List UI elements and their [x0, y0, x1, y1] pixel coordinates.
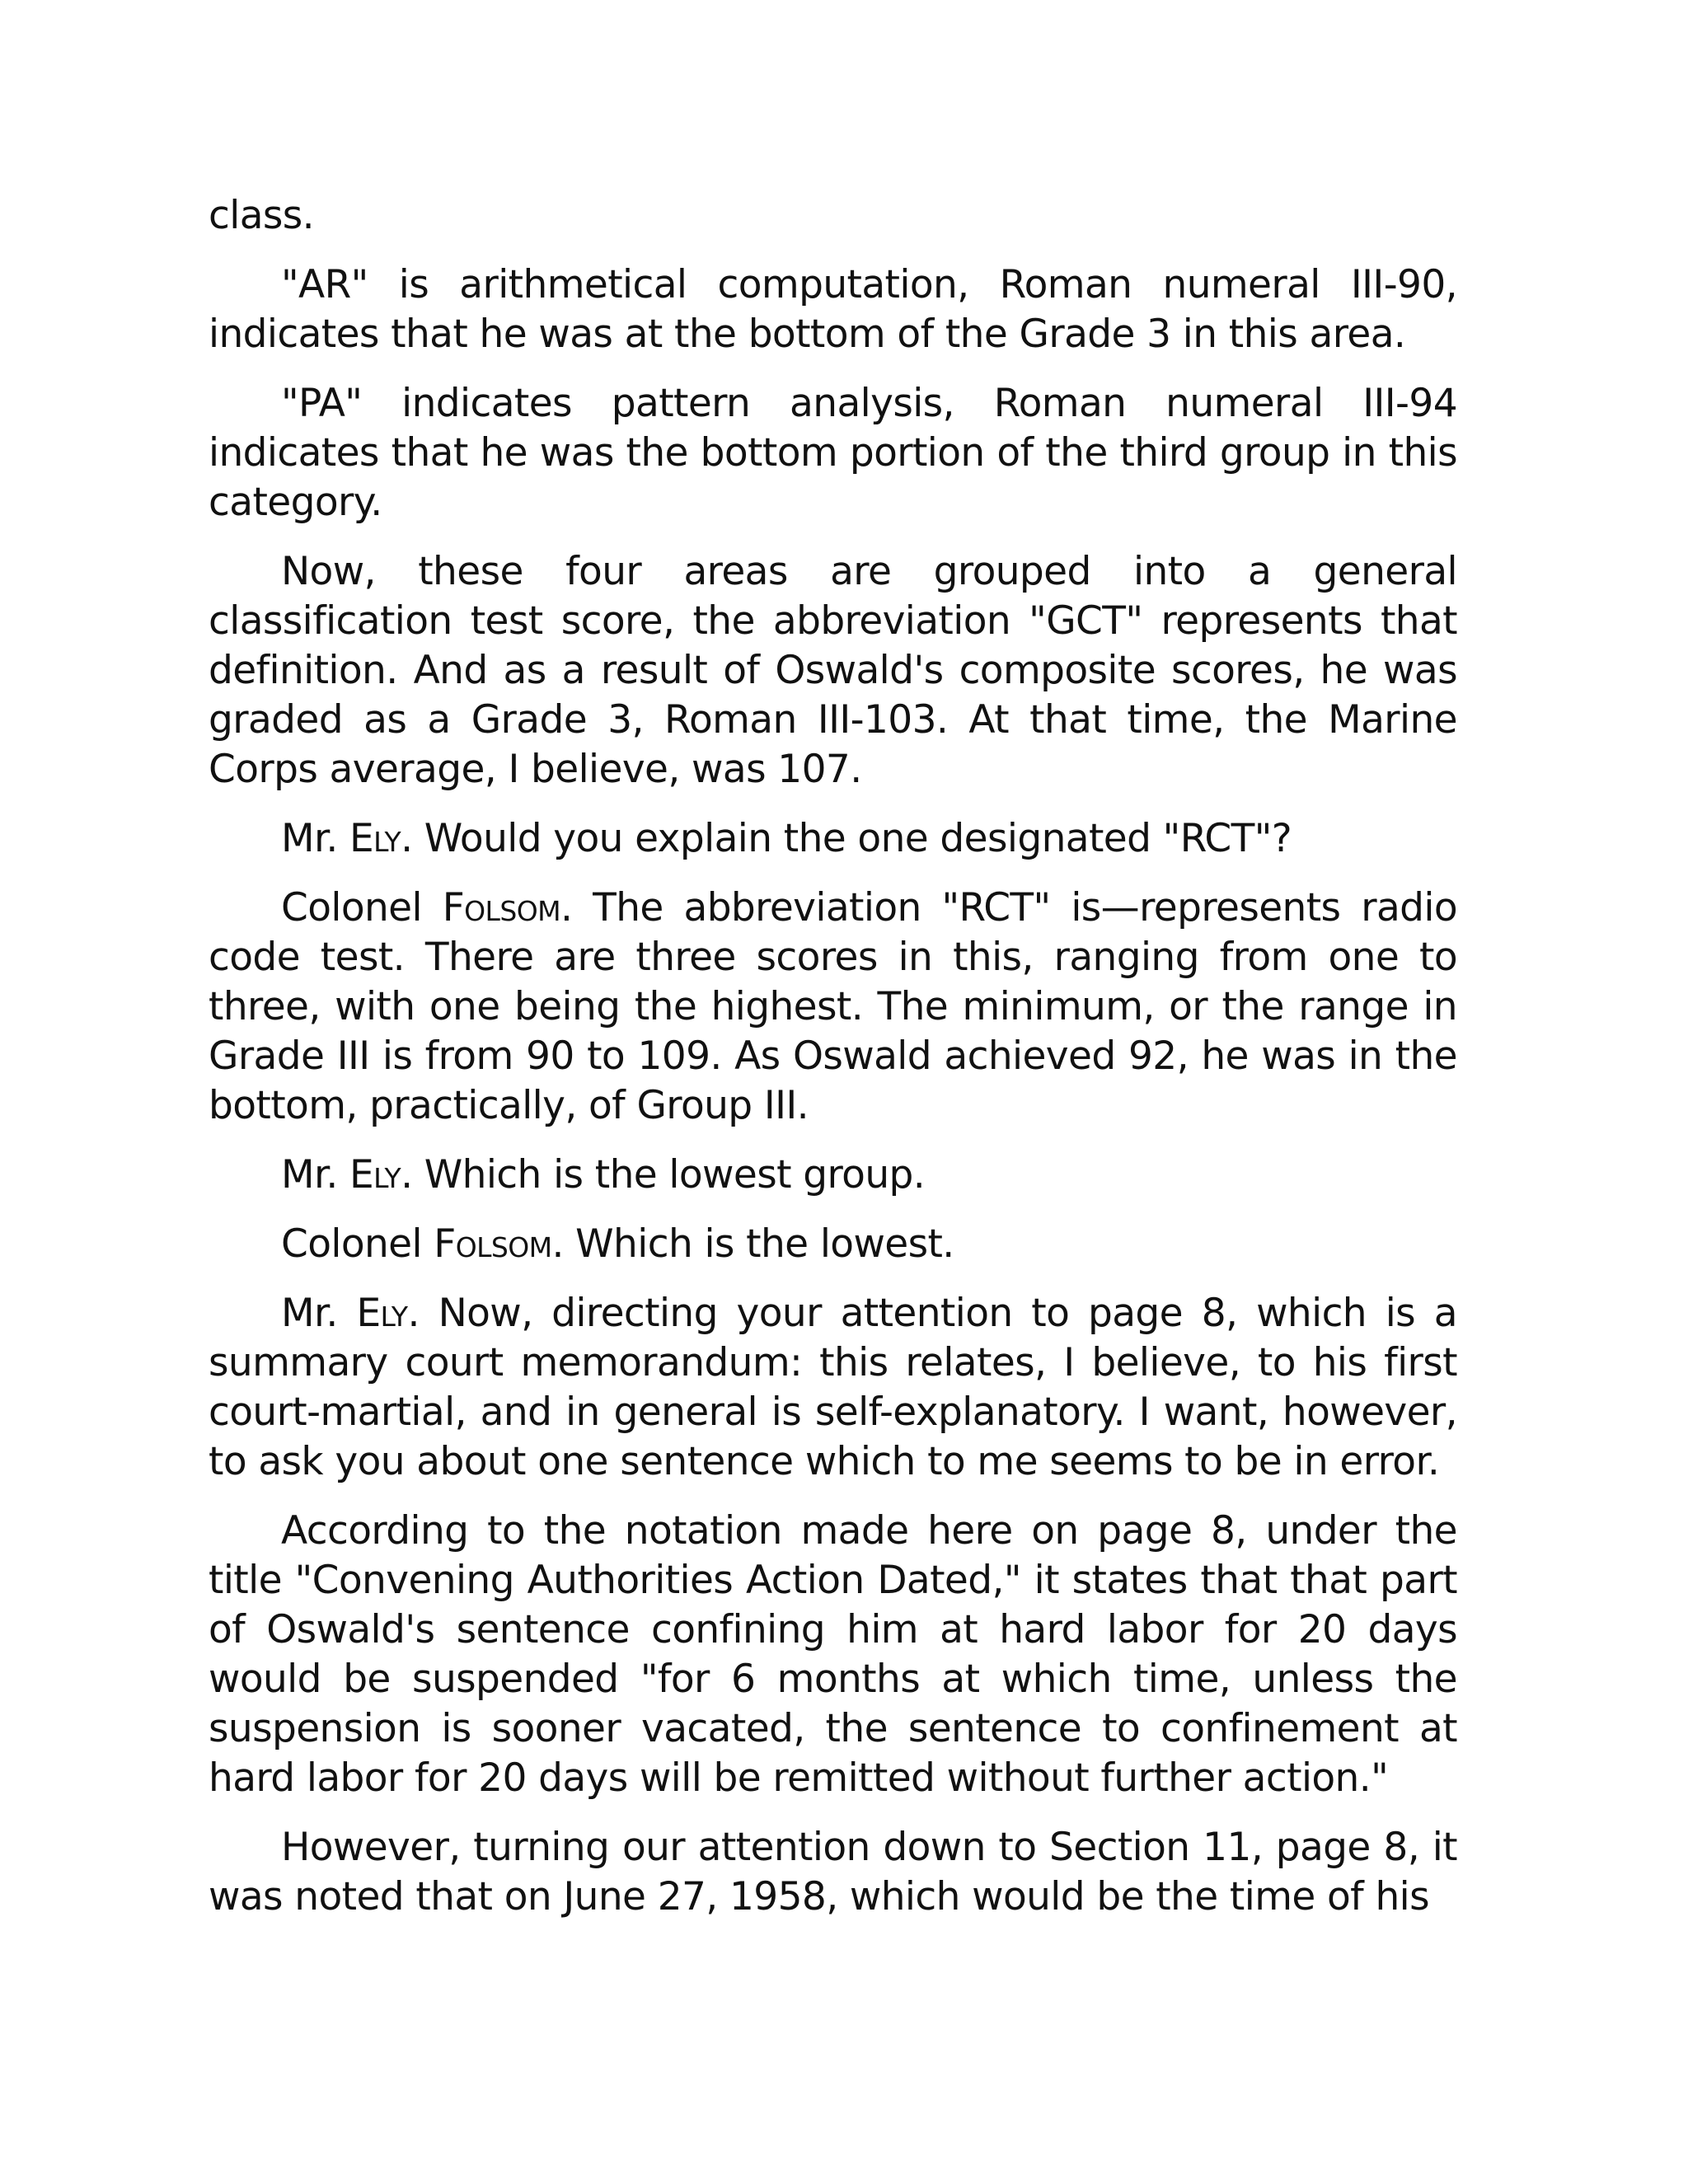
testimony-text: . Which is the lowest group.	[401, 1152, 926, 1197]
testimony-ely-page-8	[209, 1289, 1457, 1487]
speaker-name: Folsom	[434, 1221, 552, 1267]
document-page	[209, 191, 1457, 1942]
speaker-name: Ely	[349, 1152, 401, 1197]
speaker-title: Colonel	[281, 885, 422, 930]
testimony-ely-rct-question	[209, 814, 1457, 864]
speaker-name: Ely	[349, 816, 401, 861]
paragraph-text: "PA" indicates pattern analysis, Roman numeral III-94 indicates that he was the bottom portion of the third group in this category.	[209, 381, 1457, 525]
paragraph-ar-score	[209, 260, 1457, 359]
paragraph-text: According to the notation made here on page 8, under the title "Convening Authorities Action Dated," it states that that part of Oswald's sentence confining him at hard labor for 20 days would be suspended "for 6 months at which time, unless the suspension is sooner vacated, the sentence to confinement at hard labor for 20 days will be remitted without further action."	[209, 1508, 1457, 1801]
paragraph-section-11	[209, 1823, 1457, 1922]
paragraph-text: class.	[209, 193, 315, 238]
paragraph-convening-authorities	[209, 1507, 1457, 1803]
paragraph-text: Now, these four areas are grouped into a general classification test score, the abbreviation "GCT" represents that definition. And as a result of Oswald's composite scores, he was graded as a Grade 3, Roman III-103. At that time, the Marine Corps average, I believe, was 107.	[209, 549, 1457, 792]
paragraph-continuation	[209, 191, 1457, 241]
testimony-text: . Which is the lowest.	[551, 1221, 954, 1267]
testimony-text: . Would you explain the one designated "RCT"?	[401, 816, 1292, 861]
speaker-name: Ely	[356, 1291, 408, 1336]
testimony-folsom-rct-answer	[209, 883, 1457, 1131]
testimony-ely-lowest-group	[209, 1151, 1457, 1200]
paragraph-gct-score	[209, 547, 1457, 794]
paragraph-text: "AR" is arithmetical computation, Roman numeral III-90, indicates that he was at the bottom of the Grade 3 in this area.	[209, 262, 1457, 357]
speaker-title: Colonel	[281, 1221, 422, 1267]
speaker-title: Mr.	[281, 1152, 338, 1197]
testimony-folsom-lowest	[209, 1220, 1457, 1269]
testimony-text: . The abbreviation "RCT" is—represents radio code test. There are three scores in this, ranging from one to three, with one being the highest. The minimum, or the range in Grade III is from 90 to 109. As Oswald achieved 92, he was in the bottom, practically, of Group III.	[209, 885, 1457, 1128]
paragraph-pa-score	[209, 379, 1457, 527]
testimony-text: . Now, directing your attention to page 8, which is a summary court memorandum: this relates, I believe, to his first court-martial, and in general is self-explanatory. I want, however, to ask you about one sentence which to me seems to be in error.	[209, 1291, 1457, 1484]
speaker-title: Mr.	[281, 816, 338, 861]
speaker-name: Folsom	[442, 885, 560, 930]
paragraph-text: However, turning our attention down to Section 11, page 8, it was noted that on June 27, 1958, which would be the time of his	[209, 1825, 1457, 1919]
speaker-title: Mr.	[281, 1291, 338, 1336]
